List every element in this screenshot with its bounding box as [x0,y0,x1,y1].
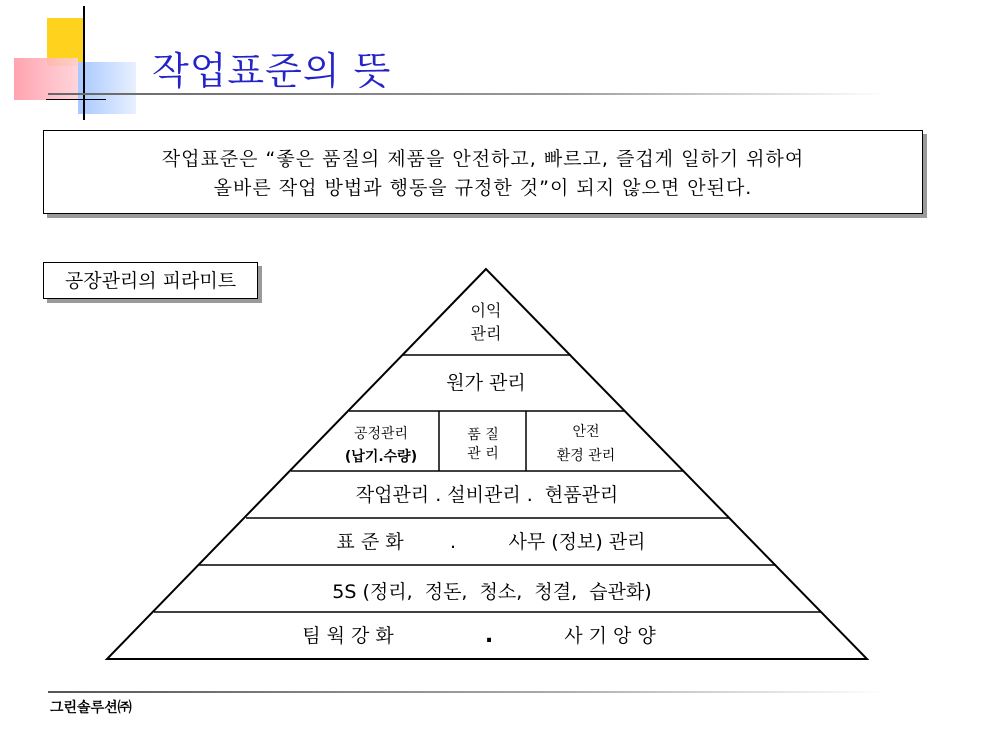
level3-left-line1: 공정관리 [353,426,409,442]
page-title: 작업표준의 뜻 [152,49,392,93]
level7-dot: . [484,623,494,648]
level1-text-line1: 이익 [470,301,502,320]
definition-line-2: 올바른 작업 방법과 행동을 규정한 것”이 되지 않으면 안된다. [213,177,753,199]
definition-line-1: 작업표준은 “좋은 품질의 제품을 안전하고, 빠르고, 즐겁게 일하기 위하여 [161,148,805,170]
level5-left-text: 표 준 화 [336,531,404,553]
level3-right-line1: 안전 [572,424,600,440]
level5-dot: . [449,531,457,553]
level3-right-line2: 환경 관리 [556,448,616,464]
level2-text: 원가 관리 [446,372,526,394]
footer-rule [48,691,888,693]
level6-text: 5S (정리, 정돈, 청소, 청결, 습관화) [332,581,652,603]
level3-left-line2: (납기.수량) [344,449,418,465]
level1-text-line2: 관리 [470,324,502,343]
footer-company: 그린솔루션㈜ [50,700,132,716]
pyramid-label: 공장관리의 피라미트 [43,262,258,299]
level3-middle-line2: 관 리 [467,446,499,462]
level7-right-text: 사 기 앙 양 [564,625,656,647]
level3-middle-line1: 품 질 [467,427,499,443]
level5-right-text: 사무 (정보) 관리 [508,531,646,553]
level7-left-text: 팀 웍 강 화 [302,625,394,647]
level4-text: 작업관리 . 설비관리 . 현품관리 [355,484,619,506]
